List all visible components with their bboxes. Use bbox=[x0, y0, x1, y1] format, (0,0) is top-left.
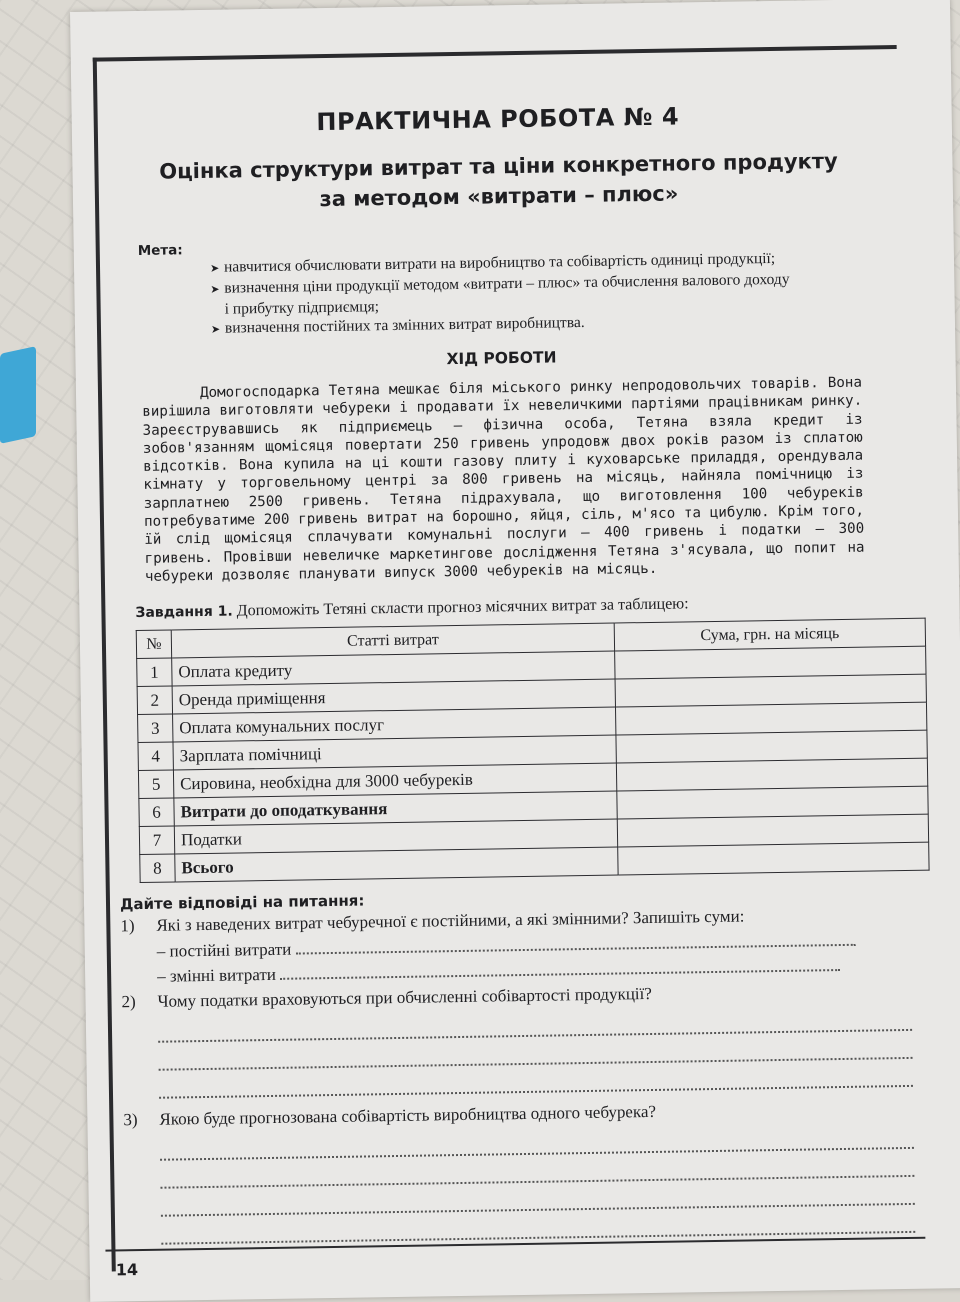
arrow-icon: ➤ bbox=[209, 262, 220, 275]
row-item: Сировина, необхідна для 3000 чебуреків bbox=[173, 763, 616, 798]
blue-object bbox=[0, 346, 36, 444]
row-amount-cell[interactable] bbox=[618, 842, 929, 875]
row-item: Всього bbox=[175, 847, 618, 882]
questions-block bbox=[120, 883, 915, 1245]
row-item: Оренда приміщення bbox=[172, 679, 615, 714]
row-item: Оплата кредиту bbox=[172, 651, 615, 686]
goals-block bbox=[138, 231, 901, 341]
col-header-number: № bbox=[136, 630, 171, 659]
row-number: 5 bbox=[138, 770, 173, 799]
page-subtitle bbox=[98, 145, 899, 218]
row-number: 3 bbox=[138, 714, 173, 743]
arrow-icon: ➤ bbox=[210, 283, 220, 296]
row-number: 4 bbox=[138, 742, 173, 771]
row-number: 2 bbox=[137, 686, 172, 715]
row-item: Податки bbox=[174, 819, 617, 854]
row-item: Витрати до оподаткування bbox=[174, 791, 617, 826]
story-paragraph: Домогосподарка Тетяна мешкає біля міського ринку непродовольчих товарів. Вона вирішила виготовляти чебуреки і продавати їх невеличкими партіями працівникам ринку. Зареєструвавшись як підприємець – фізична особа, Тетяна взяла кредит із зобов'язанням щомісяця повертати 250 гривень упродовж двох років разом із сплатою відсотків. Вона купила на ці кошти газову плиту і куховарське приладдя, орендувала кімнату у торговельному центрі за 800 гривень на місяць, найняла помічницю із зарплатнею 2500 гривень. Тетяна підрахувала, що виготовлення 100 чебуреків потребуватиме 200 гривень витрат на борошно, яйця, сіль, м'ясо та цибулю. Крім того, їй слід щомісяця сплачувати комунальні послуги – 400 гривень і податки – 300 гривень. Провівши невеличке маркетингове дослідження Тетяна з'ясувала, що попит на чебуреки дозволяє планувати випуск 3000 чебуреків на місяць. bbox=[142, 374, 865, 585]
worksheet-paper bbox=[70, 0, 960, 1302]
section-title: ХІД РОБОТИ bbox=[446, 348, 557, 369]
worksheet-page bbox=[93, 45, 916, 1280]
question-number: 2) bbox=[121, 992, 136, 1012]
goal-item: ➤ визначення постійних та змінних витрат виробництва. bbox=[211, 308, 901, 340]
col-header-amount: Сума, грн. на місяць bbox=[614, 618, 925, 651]
row-item: Оплата комунальних послуг bbox=[173, 707, 616, 742]
page-number: 14 bbox=[115, 1260, 139, 1280]
row-number: 7 bbox=[139, 826, 174, 855]
goals-label: Мета: bbox=[137, 242, 183, 259]
task-line bbox=[135, 593, 875, 623]
goal-item: ➤ визначення ціни продукції методом «витрати – плюс» та обчислення валового доходу bbox=[210, 268, 900, 300]
variable-costs-label: – змінні витрати bbox=[157, 965, 277, 987]
fixed-costs-label: – постійні витрати bbox=[156, 939, 292, 962]
questions-heading: Дайте відповіді на питання: bbox=[119, 891, 365, 914]
question-text: Якою буде прогнозована собівартість виробництва одного чебурека? bbox=[159, 1102, 657, 1129]
page-title: ПРАКТИЧНА РОБОТА № 4 bbox=[316, 102, 680, 137]
question-text: Чому податки враховуються при обчисленні собівартості продукції? bbox=[157, 984, 652, 1012]
question-text: Які з наведених витрат чебуречної є постійними, а які змінними? Запишіть суми: bbox=[156, 906, 745, 936]
row-item: Зарплата помічниці bbox=[173, 735, 616, 770]
task-label: Завдання 1. bbox=[135, 603, 233, 622]
question-number: 1) bbox=[120, 916, 135, 936]
col-header-item: Статті витрат bbox=[171, 623, 614, 658]
row-number: 1 bbox=[137, 658, 172, 687]
subtitle-line-2: за методом «витрати – плюс» bbox=[319, 181, 679, 212]
goal-item-continuation: і прибутку підприємця; bbox=[224, 298, 380, 318]
task-text: Допоможіть Тетяні скласти прогноз місячних витрат за таблицею: bbox=[236, 595, 689, 620]
arrow-icon: ➤ bbox=[210, 323, 221, 336]
row-number: 8 bbox=[140, 854, 175, 883]
costs-table bbox=[136, 618, 930, 883]
row-number: 6 bbox=[139, 798, 174, 827]
goal-item: ➤ навчитися обчислювати витрати на виробництво та собівартість одиниці продукції; bbox=[210, 247, 900, 279]
subtitle-line-1: Оцінка структури витрат та ціни конкретного продукту bbox=[159, 148, 838, 184]
question-number: 3) bbox=[123, 1110, 138, 1130]
